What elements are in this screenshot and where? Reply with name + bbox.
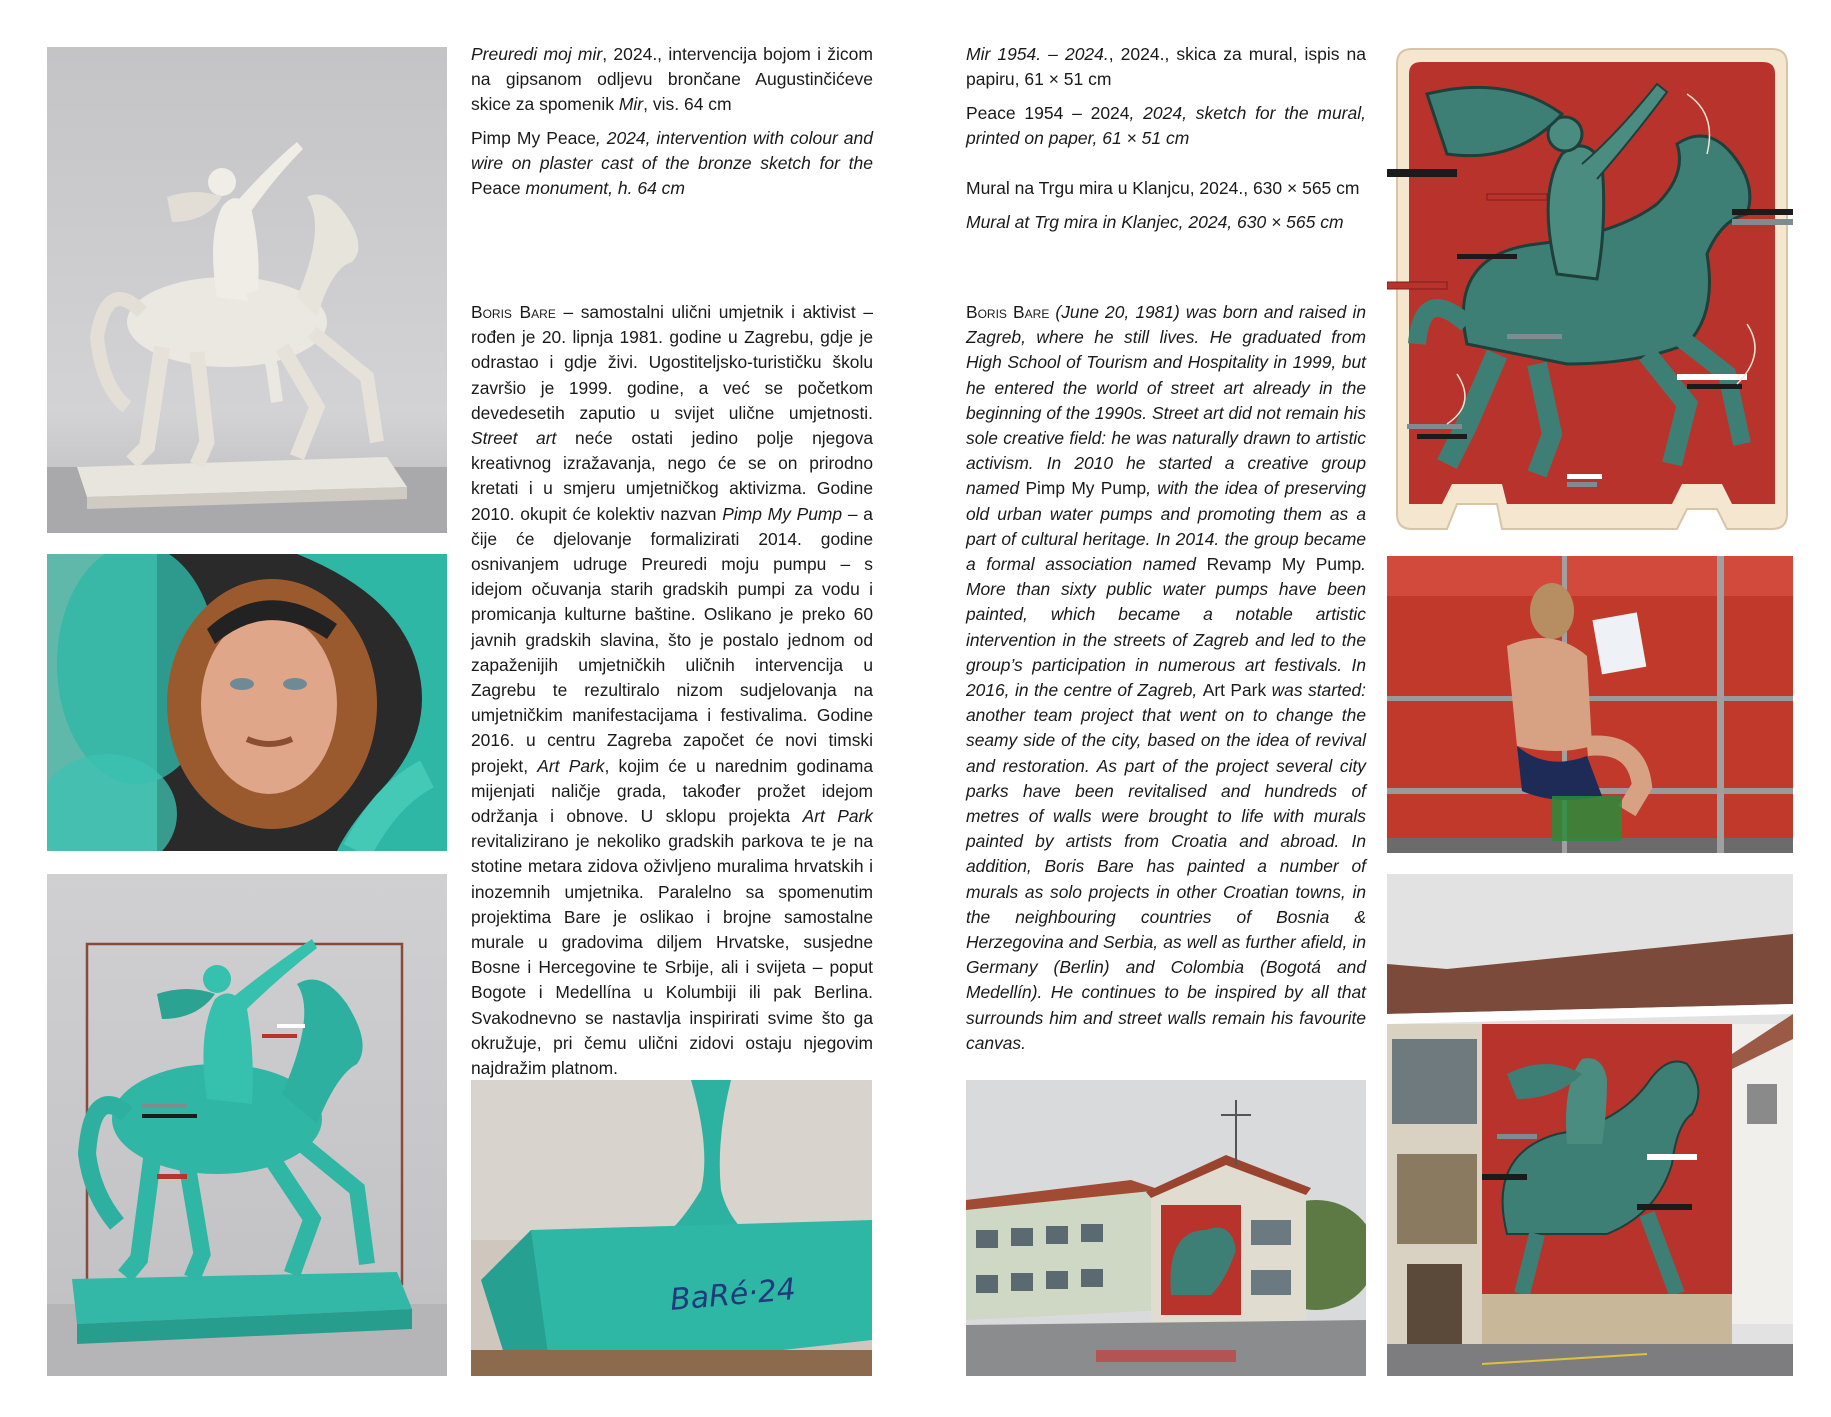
bio-name-hr: Boris Bare (471, 302, 556, 322)
photo-mural-sketch (1387, 44, 1793, 534)
photo-building-wide (966, 1080, 1366, 1376)
caption-sculpture (471, 42, 873, 210)
photo-mural-facade (1387, 874, 1793, 1376)
signature-logo: BaRé·24 (668, 1272, 798, 1318)
caption-mural-en: Mural at Trg mira in Klanjec, 2024, 630 × 565 cm (966, 212, 1344, 232)
caption-mural (966, 176, 1366, 244)
caption-mural-sketch (966, 42, 1366, 160)
photo-turquoise-sculpture (47, 874, 447, 1376)
caption-mural-hr: Mural na Trgu mira u Klanjcu, 2024., 630 × 565 cm (966, 178, 1360, 198)
photo-artist-portrait (47, 554, 447, 851)
caption-sketch-hr: Mir 1954. – 2024., 2024., skica za mural, ispis na papiru, 61 × 51 cm (966, 44, 1366, 89)
photo-plaster-sculpture (47, 47, 447, 533)
caption-sculpture-hr: Preuredi moj mir, 2024., intervencija bojom i žicom na gipsanom odljevu brončane Augustinčićeve skice za spomenik Mir, vis. 64 cm (471, 44, 873, 114)
bio-name-en: Boris Bare (966, 302, 1050, 322)
photo-signature-detail (471, 1080, 872, 1376)
caption-sketch-en: Peace 1954 – 2024, 2024, sketch for the mural, printed on paper, 61 × 51 cm (966, 103, 1366, 148)
biography-english: Boris Bare (June 20, 1981) was born and raised in Zagreb, where he still lives. He graduated from High School of Tourism and Hospitality in 1999, but he entered the world of street art already in the beginning of the 1990s. Street art did not remain his sole creative field: he was naturally drawn to artistic activism. In 2010 he started a creative group named Pimp My Pump, with the idea of preserving old urban water pumps and promoting them as a part of cultural heritage. In 2014. the group became a formal association named Revamp My Pump. More than sixty public water pumps have been painted, which became a notable artistic intervention in the streets of Zagreb and led to the group’s participation in numerous art festivals. In 2016, in the centre of Zagreb, Art Park was started: another team project that went on to change the seamy side of the city, based on the idea of revival and restoration. As part of the project several city parks have been revitalised and hundreds of metres of walls were brought to life with murals painted by artists from Croatia and abroad. In addition, Boris Bare has painted a number of murals as solo projects in other Croatian towns, in the neighbouring countries of Bosnia & Herzegovina and Serbia, as well as further afield, in Germany (Berlin) and Colombia (Bogotá and Medellín). He continues to be inspired by all that surrounds him and street walls remain his favourite canvas. (966, 302, 1367, 1053)
caption-sculpture-en: Pimp My Peace, 2024, intervention with colour and wire on plaster cast of the bronze sketch for the Peace monument, h. 64 cm (471, 128, 874, 198)
biography-croatian: Boris Bare – samostalni ulični umjetnik i aktivist – rođen je 20. lipnja 1981. godine u Zagrebu, gdje je odrastao i gdje živi. Ugostiteljsko-turističku školu završio je 1999. godine, a već se početkom devedesetih zaputio u svijet ulične umjetnosti. Street art neće ostati jedino polje njegova kreativnog izražavanja, nego će se on prirodno kretati i u smjeru umjetničkog aktivizma. Godine 2010. okupit će kolektiv nazvan Pimp My Pump – a čije će djelovanje formalizirati 2014. godine osnivanjem udruge Preuredi moju pumpu – s idejom očuvanja starih gradskih pumpi za vodu i promicanja kulturne baštine. Oslikano je preko 60 javnih gradskih slavina, što je postalo jednom od zapaženijih umjetničkih uličnih intervencija u Zagrebu te rezultiralo nizom sudjelovanja na umjetničkim manifestacijama i festivalima. Godine 2016. u centru Zagreba započet će novi timski projekt, Art Park, kojim će u narednim godinama mijenjati naličje grada, također prožet idejom održanja i obnove. U sklopu projekta Art Park revitalizirano je nekoliko gradskih parkova te je na stotine metara zidova oživljeno muralima hrvatskih i inozemnih umjetnika. Paralelno sa spomenutim projektima Bare je oslikao i brojne samostalne murale u gradovima diljem Hrvatske, susjedne Bosne i Hercegovine te Srbije, ali i svijeta – poput Bogote i Medellína u Kolumbiji ili pak Berlina. Svakodnevno se nastavlja inspirirati svime što ga okružuje, pri čemu ulični zidovi ostaju njegovim najdražim platnom. (471, 302, 873, 1079)
photo-artist-painting (1387, 556, 1793, 853)
